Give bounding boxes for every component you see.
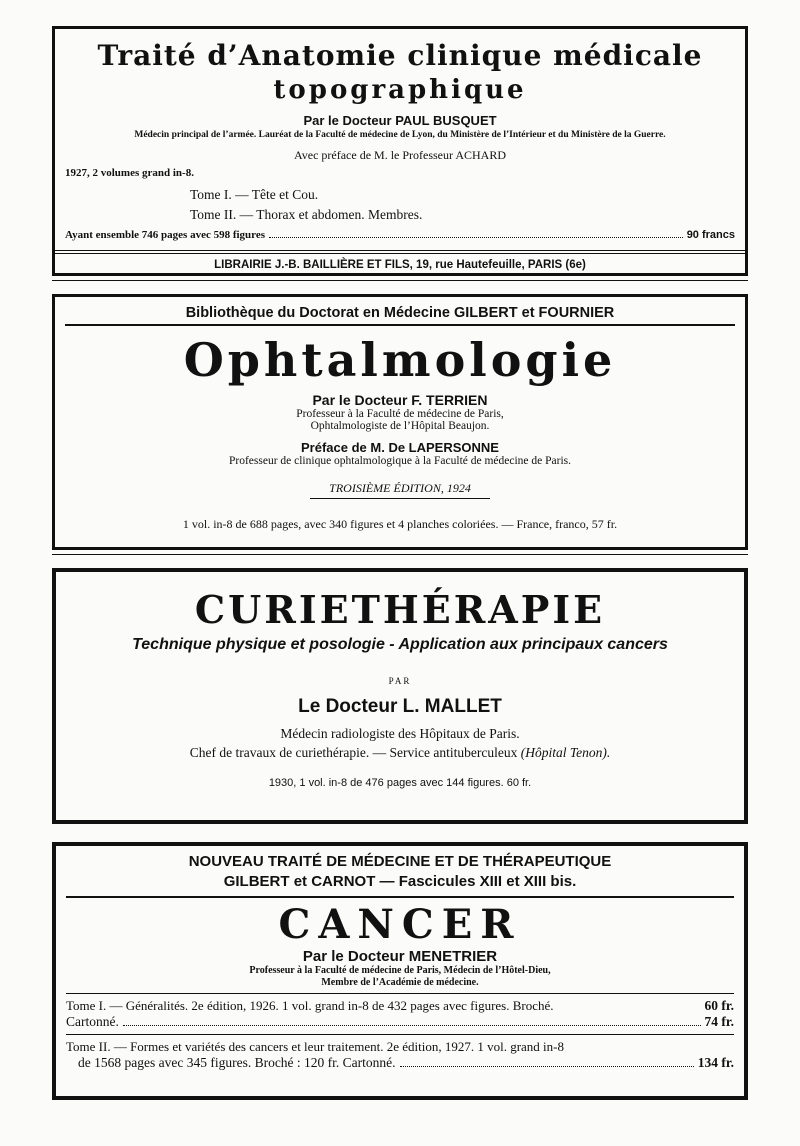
dot-leader <box>269 237 683 238</box>
ad2-details: 1 vol. in-8 de 688 pages, avec 340 figures et 4 planches coloriées. — France, franco, 57 fr. <box>182 517 618 531</box>
ad4-tome1-row <box>66 998 734 1014</box>
dot-leader <box>400 1066 694 1067</box>
ad3-subtitle: Technique physique et posologie - Application aux principaux cancers <box>132 636 668 653</box>
dot-leader <box>123 1025 701 1026</box>
ad4-header <box>66 846 734 898</box>
divider <box>66 993 734 994</box>
ad1-summary: Ayant ensemble 746 pages avec 598 figures <box>65 229 266 241</box>
ad3-aff2: Chef de travaux de curiethérapie. — Service antituberculeux <box>189 745 518 760</box>
ad4-tome1-cart-price: 74 fr. <box>704 1014 734 1029</box>
ad4-header1: NOUVEAU TRAITÉ DE MÉDECINE ET DE THÉRAPEUTIQUE <box>188 853 612 870</box>
ad1-title-line1: Traité d’Anatomie clinique médicale <box>97 39 703 72</box>
ad4-author: Par le Docteur MENETRIER <box>302 948 498 965</box>
ad2-aff1: Professeur à la Faculté de médecine de Paris, <box>296 408 504 420</box>
ad4-tome2-row2 <box>66 1055 734 1071</box>
divider <box>66 1034 734 1035</box>
ad3-aff2-italic: (Hôpital Tenon). <box>520 745 611 760</box>
ad2-series: Bibliothèque du Doctorat en Médecine GILBERT et FOURNIER <box>65 297 735 326</box>
ad4-header2: GILBERT et CARNOT — Fascicules XIII et XIII bis. <box>223 873 577 890</box>
ad-ophtalmologie <box>52 294 748 550</box>
ad4-tome2-line2: de 1568 pages avec 345 figures. Broché : 120 fr. Cartonné. <box>78 1055 396 1070</box>
ad4-tome1-price: 60 fr. <box>704 998 734 1013</box>
ad3-title: CURIETHÉRAPIE <box>194 587 606 632</box>
ad4-tome1: Tome I. — Généralités. 2e édition, 1926. 1 vol. grand in-8 de 432 pages avec figures. Broché. <box>66 998 554 1013</box>
ad3-par: PAR <box>388 676 412 686</box>
ad4-tome2-price: 134 fr. <box>697 1055 734 1070</box>
ad4-aff2: Membre de l’Académie de médecine. <box>321 977 479 988</box>
ad3-author: Le Docteur L. MALLET <box>298 696 502 717</box>
ad4-tome1-cart: Cartonné. <box>66 1014 119 1029</box>
ad2-preface-aff: Professeur de clinique ophtalmologique à la Faculté de médecine de Paris. <box>228 455 572 467</box>
ad1-publisher: LIBRAIRIE J.-B. BAILLIÈRE ET FILS, 19, rue Hautefeuille, PARIS (6e) <box>214 259 586 271</box>
ad2-aff2: Ophtalmologiste de l’Hôpital Beaujon. <box>310 420 490 432</box>
ad4-tome2-line1: Tome II. — Formes et variétés des cancers et leur traitement. 2e édition, 1927. 1 vol. grand in-8 <box>66 1039 564 1054</box>
ad1-tome1: Tome I. — Tête et Cou. <box>190 187 319 202</box>
ad4-tome1-cart-row <box>66 1014 734 1030</box>
ad1-tome2: Tome II. — Thorax et abdomen. Membres. <box>190 207 423 222</box>
divider <box>55 250 745 251</box>
ad2-edition: TROISIÈME ÉDITION, 1924 <box>329 481 471 495</box>
ad1-credentials: Médecin principal de l’armée. Lauréat de la Faculté de médecine de Lyon, du Ministère de l’Intérieur et du Ministère de la Guerre. <box>134 130 666 140</box>
ad3-details: 1930, 1 vol. in-8 de 476 pages avec 144 figures. 60 fr. <box>268 777 532 789</box>
ad1-author: Par le Docteur PAUL BUSQUET <box>303 113 497 128</box>
ad2-preface: Préface de M. De LAPERSONNE <box>301 440 499 455</box>
ad-cancer <box>52 842 748 1100</box>
divider <box>55 253 745 254</box>
ad4-aff1: Professeur à la Faculté de médecine de Paris, Médecin de l’Hôtel-Dieu, <box>249 965 551 976</box>
ad-curietherapie <box>52 568 748 824</box>
ad1-preface: Avec préface de M. le Professeur ACHARD <box>293 148 507 162</box>
ad-anatomie <box>52 26 748 276</box>
ad4-title: CANCER <box>278 901 522 948</box>
divider <box>310 498 490 499</box>
ad2-title: Ophtalmologie <box>183 333 617 387</box>
ad1-price: 90 francs <box>686 229 735 241</box>
ad2-author: Par le Docteur F. TERRIEN <box>312 392 488 408</box>
ad3-aff1: Médecin radiologiste des Hôpitaux de Paris. <box>280 726 520 741</box>
ad1-summary-row <box>65 229 735 241</box>
ad1-edition: 1927, 2 volumes grand in-8. <box>65 167 194 179</box>
ad4-tome2-row1 <box>66 1039 734 1055</box>
ad3-aff2-row <box>66 745 734 761</box>
ad1-title-line2: topographique <box>273 75 527 105</box>
